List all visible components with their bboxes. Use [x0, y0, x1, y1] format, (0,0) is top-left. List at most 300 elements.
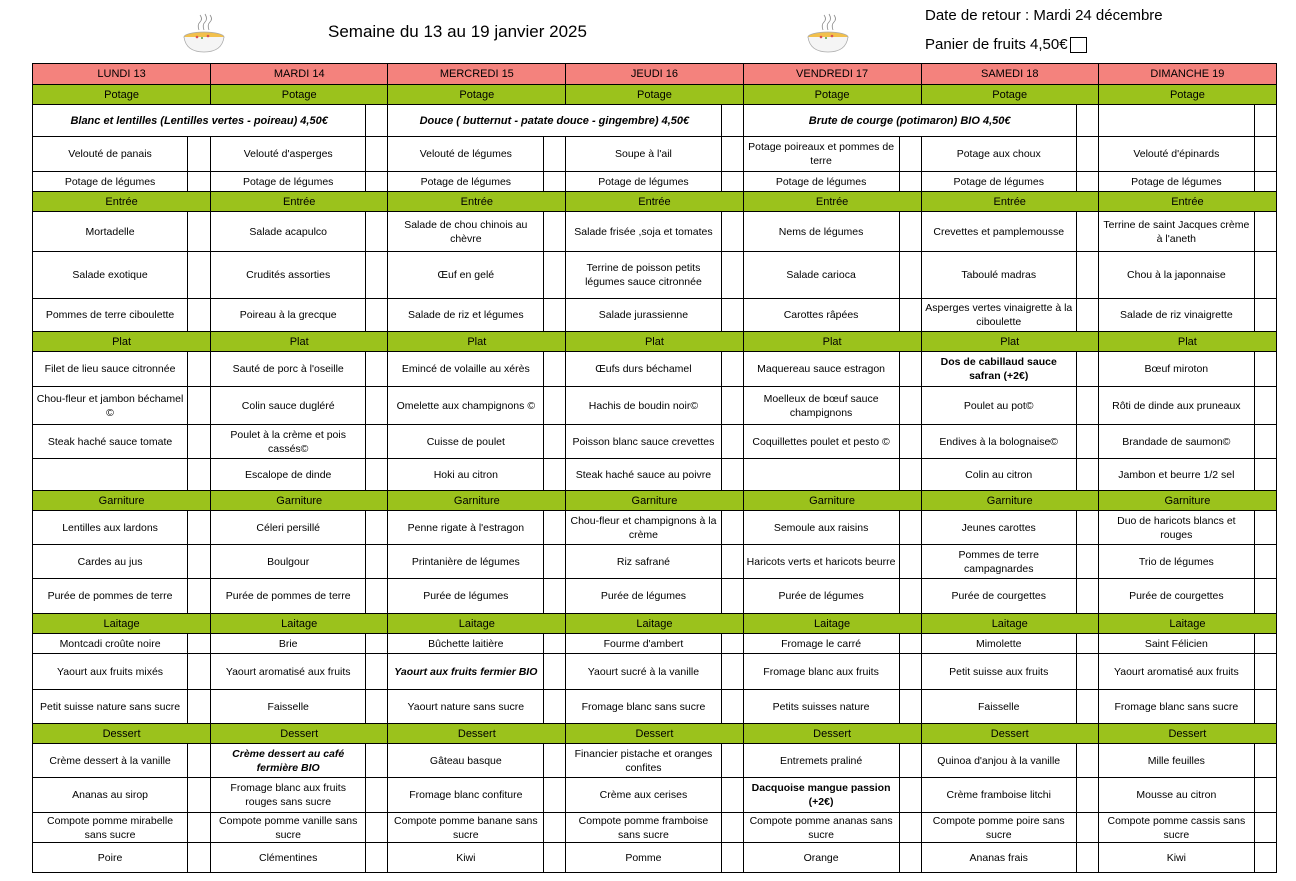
- note-cell: [899, 252, 921, 299]
- note-cell: [1076, 425, 1098, 459]
- note-cell: [721, 634, 743, 654]
- note-cell: [188, 511, 211, 545]
- note-cell: [1254, 172, 1276, 192]
- entree-item: Chou à la japonnaise: [1098, 252, 1254, 299]
- plat-section-label: Plat: [388, 332, 566, 352]
- dessert-item: Fromage blanc aux fruits rouges sans sucre: [211, 778, 366, 813]
- dessert-item: Pomme: [566, 843, 721, 873]
- note-cell: [366, 778, 388, 813]
- laitage-item: Brie: [211, 634, 366, 654]
- note-cell: [188, 212, 211, 252]
- note-cell: [366, 459, 388, 491]
- note-cell: [1076, 511, 1098, 545]
- plat-item: Escalope de dinde: [211, 459, 366, 491]
- note-cell: [721, 172, 743, 192]
- dessert-row: [33, 843, 1277, 873]
- potage-section-label: Potage: [566, 85, 743, 105]
- note-cell: [899, 843, 921, 873]
- entree-section-label: Entrée: [211, 192, 388, 212]
- plat-item: Dos de cabillaud sauce safran (+2€): [921, 352, 1076, 387]
- garniture-item: Lentilles aux lardons: [33, 511, 188, 545]
- potage-special-row: [33, 105, 1277, 137]
- note-cell: [899, 545, 921, 579]
- dessert-section-label: Dessert: [921, 724, 1098, 744]
- day-header-row: [33, 64, 1277, 85]
- plat-section-label: Plat: [1098, 332, 1276, 352]
- laitage-section-label: Laitage: [33, 614, 211, 634]
- garniture-item: Riz safrané: [566, 545, 721, 579]
- potage-item: Potage de légumes: [566, 172, 721, 192]
- note-cell: [899, 172, 921, 192]
- entree-item: Salade exotique: [33, 252, 188, 299]
- fruit-basket-label: Panier de fruits 4,50€: [925, 36, 1068, 53]
- note-cell: [366, 172, 388, 192]
- note-cell: [544, 459, 566, 491]
- note-cell: [366, 545, 388, 579]
- note-cell: [1254, 459, 1276, 491]
- potage-section-label: Potage: [743, 85, 921, 105]
- note-cell: [721, 545, 743, 579]
- note-cell: [544, 352, 566, 387]
- garniture-item: Boulgour: [211, 545, 366, 579]
- garniture-item: Jeunes carottes: [921, 511, 1076, 545]
- garniture-section-label: Garniture: [388, 491, 566, 511]
- note-cell: [544, 579, 566, 614]
- entree-item: Œuf en gelé: [388, 252, 544, 299]
- plat-row: [33, 425, 1277, 459]
- garniture-item: Duo de haricots blancs et rouges: [1098, 511, 1254, 545]
- plat-item: Omelette aux champignons ©: [388, 387, 544, 425]
- entree-section-label: Entrée: [388, 192, 566, 212]
- note-cell: [1076, 252, 1098, 299]
- note-cell: [899, 579, 921, 614]
- garniture-item: Semoule aux raisins: [743, 511, 899, 545]
- dessert-row: [33, 778, 1277, 813]
- potage-item: Velouté de légumes: [388, 137, 544, 172]
- dessert-row: [33, 813, 1277, 843]
- note-cell: [366, 299, 388, 332]
- laitage-item: Fromage blanc aux fruits: [743, 654, 899, 690]
- note-cell: [721, 744, 743, 778]
- plat-section-label: Plat: [33, 332, 211, 352]
- soup-bowl-icon: [805, 10, 851, 56]
- note-cell: [899, 813, 921, 843]
- note-cell: [1254, 212, 1276, 252]
- laitage-item: Montcadi croûte noire: [33, 634, 188, 654]
- note-cell: [544, 843, 566, 873]
- note-cell: [544, 172, 566, 192]
- note-cell: [1076, 744, 1098, 778]
- plat-item: Rôti de dinde aux pruneaux: [1098, 387, 1254, 425]
- potage-section-label: Potage: [1098, 85, 1276, 105]
- garniture-item: Cardes au jus: [33, 545, 188, 579]
- dessert-item: Gâteau basque: [388, 744, 544, 778]
- laitage-header-row: [33, 614, 1277, 634]
- dessert-section-label: Dessert: [211, 724, 388, 744]
- note-cell: [366, 212, 388, 252]
- entree-row: [33, 252, 1277, 299]
- garniture-item: Purée de légumes: [743, 579, 899, 614]
- dessert-item: Orange: [743, 843, 899, 873]
- note-cell: [1076, 690, 1098, 724]
- note-cell: [1076, 634, 1098, 654]
- fruit-basket-checkbox[interactable]: [1070, 37, 1087, 53]
- note-cell: [1254, 690, 1276, 724]
- dessert-header-row: [33, 724, 1277, 744]
- note-cell: [721, 105, 743, 137]
- garniture-item: Haricots verts et haricots beurre: [743, 545, 899, 579]
- plat-item: Bœuf miroton: [1098, 352, 1254, 387]
- note-cell: [544, 299, 566, 332]
- note-cell: [366, 387, 388, 425]
- dessert-section-label: Dessert: [566, 724, 743, 744]
- note-cell: [1254, 299, 1276, 332]
- note-cell: [188, 459, 211, 491]
- garniture-row: [33, 545, 1277, 579]
- laitage-item: Petit suisse nature sans sucre: [33, 690, 188, 724]
- week-title: Semaine du 13 au 19 janvier 2025: [328, 22, 587, 41]
- note-cell: [544, 634, 566, 654]
- note-cell: [188, 425, 211, 459]
- dessert-item: Dacquoise mangue passion (+2€): [743, 778, 899, 813]
- note-cell: [188, 813, 211, 843]
- entree-item: Mortadelle: [33, 212, 188, 252]
- plat-item: Chou-fleur et jambon béchamel ©: [33, 387, 188, 425]
- laitage-row: [33, 634, 1277, 654]
- note-cell: [188, 545, 211, 579]
- note-cell: [899, 778, 921, 813]
- laitage-section-label: Laitage: [743, 614, 921, 634]
- potage-special: Brute de courge (potimaron) BIO 4,50€: [743, 105, 1076, 137]
- dessert-item: Financier pistache et oranges confites: [566, 744, 721, 778]
- plat-item: Brandade de saumon©: [1098, 425, 1254, 459]
- note-cell: [1076, 579, 1098, 614]
- garniture-item: Printanière de légumes: [388, 545, 544, 579]
- laitage-section-label: Laitage: [211, 614, 388, 634]
- plat-item: Jambon et beurre 1/2 sel: [1098, 459, 1254, 491]
- note-cell: [544, 813, 566, 843]
- dessert-item: Crème dessert à la vanille: [33, 744, 188, 778]
- note-cell: [366, 511, 388, 545]
- note-cell: [1076, 387, 1098, 425]
- entree-item: Salade de chou chinois au chèvre: [388, 212, 544, 252]
- potage-item: Velouté de panais: [33, 137, 188, 172]
- note-cell: [188, 137, 211, 172]
- dessert-item: Compote pomme framboise sans sucre: [566, 813, 721, 843]
- note-cell: [721, 690, 743, 724]
- note-cell: [188, 634, 211, 654]
- plat-item: Coquillettes poulet et pesto ©: [743, 425, 899, 459]
- potage-item: Velouté d'asperges: [211, 137, 366, 172]
- dessert-item: Ananas frais: [921, 843, 1076, 873]
- note-cell: [1076, 778, 1098, 813]
- garniture-item: Purée de courgettes: [921, 579, 1076, 614]
- dessert-item: Crème framboise litchi: [921, 778, 1076, 813]
- plat-item: Steak haché sauce au poivre: [566, 459, 721, 491]
- note-cell: [544, 778, 566, 813]
- laitage-item: Petits suisses nature: [743, 690, 899, 724]
- note-cell: [188, 843, 211, 873]
- plat-row: [33, 459, 1277, 491]
- laitage-section-label: Laitage: [566, 614, 743, 634]
- note-cell: [188, 654, 211, 690]
- laitage-item: Yaourt aromatisé aux fruits: [211, 654, 366, 690]
- note-cell: [188, 579, 211, 614]
- dessert-section-label: Dessert: [743, 724, 921, 744]
- note-cell: [899, 690, 921, 724]
- dessert-item: Mille feuilles: [1098, 744, 1254, 778]
- note-cell: [1254, 634, 1276, 654]
- note-cell: [188, 387, 211, 425]
- note-cell: [1254, 105, 1276, 137]
- note-cell: [899, 425, 921, 459]
- plat-item: Poisson blanc sauce crevettes: [566, 425, 721, 459]
- entree-item: Terrine de saint Jacques crème à l'aneth: [1098, 212, 1254, 252]
- note-cell: [188, 172, 211, 192]
- laitage-item: Petit suisse aux fruits: [921, 654, 1076, 690]
- laitage-section-label: Laitage: [1098, 614, 1276, 634]
- note-cell: [188, 252, 211, 299]
- note-cell: [544, 137, 566, 172]
- note-cell: [1254, 579, 1276, 614]
- note-cell: [1254, 425, 1276, 459]
- dessert-item: Ananas au sirop: [33, 778, 188, 813]
- entree-item: Salade frisée ,soja et tomates: [566, 212, 721, 252]
- garniture-header-row: [33, 491, 1277, 511]
- note-cell: [544, 252, 566, 299]
- note-cell: [366, 744, 388, 778]
- note-cell: [366, 813, 388, 843]
- garniture-item: Chou-fleur et champignons à la crème: [566, 511, 721, 545]
- note-cell: [366, 252, 388, 299]
- laitage-item: Saint Félicien: [1098, 634, 1254, 654]
- plat-item: Poulet à la crème et pois cassés©: [211, 425, 366, 459]
- dessert-item: Compote pomme cassis sans sucre: [1098, 813, 1254, 843]
- plat-item: [33, 459, 188, 491]
- note-cell: [544, 690, 566, 724]
- note-cell: [366, 654, 388, 690]
- garniture-item: Trio de légumes: [1098, 545, 1254, 579]
- note-cell: [366, 579, 388, 614]
- plat-item: Colin sauce dugléré: [211, 387, 366, 425]
- note-cell: [721, 579, 743, 614]
- note-cell: [188, 778, 211, 813]
- laitage-item: Yaourt sucré à la vanille: [566, 654, 721, 690]
- note-cell: [721, 813, 743, 843]
- entree-item: Crudités assorties: [211, 252, 366, 299]
- plat-section-label: Plat: [211, 332, 388, 352]
- weekly-menu-table: [32, 63, 1277, 873]
- potage-item: Potage de légumes: [743, 172, 899, 192]
- entree-section-label: Entrée: [1098, 192, 1276, 212]
- day-header: SAMEDI 18: [921, 64, 1098, 85]
- day-header: JEUDI 16: [566, 64, 743, 85]
- plat-section-label: Plat: [921, 332, 1098, 352]
- note-cell: [899, 744, 921, 778]
- day-header: DIMANCHE 19: [1098, 64, 1276, 85]
- note-cell: [721, 352, 743, 387]
- laitage-section-label: Laitage: [388, 614, 566, 634]
- dessert-item: Quinoa d'anjou à la vanille: [921, 744, 1076, 778]
- note-cell: [1076, 172, 1098, 192]
- laitage-item: Mimolette: [921, 634, 1076, 654]
- garniture-item: Pommes de terre campagnardes: [921, 545, 1076, 579]
- plat-item: Steak haché sauce tomate: [33, 425, 188, 459]
- garniture-item: Purée de pommes de terre: [211, 579, 366, 614]
- note-cell: [1076, 813, 1098, 843]
- note-cell: [721, 511, 743, 545]
- dessert-item: Fromage blanc confiture: [388, 778, 544, 813]
- note-cell: [1254, 545, 1276, 579]
- dessert-item: Kiwi: [388, 843, 544, 873]
- garniture-item: Penne rigate à l'estragon: [388, 511, 544, 545]
- day-header: MARDI 14: [211, 64, 388, 85]
- entree-item: Asperges vertes vinaigrette à la ciboulette: [921, 299, 1076, 332]
- note-cell: [721, 778, 743, 813]
- note-cell: [188, 744, 211, 778]
- note-cell: [721, 459, 743, 491]
- return-date: Date de retour : Mardi 24 décembre: [925, 7, 1163, 24]
- laitage-item: Yaourt aux fruits fermier BIO: [388, 654, 544, 690]
- entree-item: Salade de riz et légumes: [388, 299, 544, 332]
- garniture-section-label: Garniture: [33, 491, 211, 511]
- day-header: MERCREDI 15: [388, 64, 566, 85]
- entree-item: Salade acapulco: [211, 212, 366, 252]
- note-cell: [899, 137, 921, 172]
- plat-item: Emincé de volaille au xérès: [388, 352, 544, 387]
- note-cell: [899, 387, 921, 425]
- dessert-item: Compote pomme ananas sans sucre: [743, 813, 899, 843]
- potage-row: [33, 137, 1277, 172]
- potage-special: Blanc et lentilles (Lentilles vertes - poireau) 4,50€: [33, 105, 366, 137]
- potage-item: Velouté d'épinards: [1098, 137, 1254, 172]
- fruit-basket-option: [925, 36, 1087, 53]
- note-cell: [899, 634, 921, 654]
- plat-item: [743, 459, 899, 491]
- dessert-item: Compote pomme vanille sans sucre: [211, 813, 366, 843]
- note-cell: [1076, 843, 1098, 873]
- note-cell: [366, 105, 388, 137]
- plat-row: [33, 387, 1277, 425]
- entree-item: Poireau à la grecque: [211, 299, 366, 332]
- laitage-row: [33, 654, 1277, 690]
- plat-item: Sauté de porc à l'oseille: [211, 352, 366, 387]
- potage-item: Potage poireaux et pommes de terre: [743, 137, 899, 172]
- potage-item: Potage de légumes: [388, 172, 544, 192]
- note-cell: [544, 425, 566, 459]
- entree-item: Salade jurassienne: [566, 299, 721, 332]
- note-cell: [1254, 387, 1276, 425]
- plat-item: Filet de lieu sauce citronnée: [33, 352, 188, 387]
- potage-special-empty: [1098, 105, 1254, 137]
- note-cell: [721, 252, 743, 299]
- note-cell: [721, 843, 743, 873]
- note-cell: [1076, 299, 1098, 332]
- dessert-item: Poire: [33, 843, 188, 873]
- note-cell: [899, 212, 921, 252]
- laitage-item: Fromage blanc sans sucre: [566, 690, 721, 724]
- garniture-section-label: Garniture: [743, 491, 921, 511]
- note-cell: [188, 690, 211, 724]
- note-cell: [1076, 137, 1098, 172]
- plat-header-row: [33, 332, 1277, 352]
- plat-item: Œufs durs béchamel: [566, 352, 721, 387]
- potage-section-label: Potage: [921, 85, 1098, 105]
- note-cell: [1254, 137, 1276, 172]
- note-cell: [899, 511, 921, 545]
- plat-item: Colin au citron: [921, 459, 1076, 491]
- garniture-item: Purée de pommes de terre: [33, 579, 188, 614]
- garniture-section-label: Garniture: [211, 491, 388, 511]
- laitage-item: Yaourt aromatisé aux fruits: [1098, 654, 1254, 690]
- garniture-item: Purée de légumes: [566, 579, 721, 614]
- entree-item: Terrine de poisson petits légumes sauce citronnée: [566, 252, 721, 299]
- note-cell: [721, 212, 743, 252]
- note-cell: [1076, 545, 1098, 579]
- garniture-section-label: Garniture: [566, 491, 743, 511]
- garniture-row: [33, 511, 1277, 545]
- note-cell: [899, 299, 921, 332]
- potage-section-label: Potage: [33, 85, 211, 105]
- potage-item: Potage de légumes: [1098, 172, 1254, 192]
- plat-item: Hachis de boudin noir©: [566, 387, 721, 425]
- note-cell: [721, 137, 743, 172]
- plat-item: Maquereau sauce estragon: [743, 352, 899, 387]
- laitage-item: Fromage blanc sans sucre: [1098, 690, 1254, 724]
- entree-item: Carottes râpées: [743, 299, 899, 332]
- note-cell: [1254, 813, 1276, 843]
- note-cell: [366, 843, 388, 873]
- laitage-item: Fromage le carré: [743, 634, 899, 654]
- entree-item: Nems de légumes: [743, 212, 899, 252]
- dessert-item: Crème aux cerises: [566, 778, 721, 813]
- entree-item: Salade carioca: [743, 252, 899, 299]
- note-cell: [899, 654, 921, 690]
- entree-item: Crevettes et pamplemousse: [921, 212, 1076, 252]
- note-cell: [1254, 744, 1276, 778]
- plat-item: Poulet au pot©: [921, 387, 1076, 425]
- entree-section-label: Entrée: [743, 192, 921, 212]
- note-cell: [366, 352, 388, 387]
- dessert-item: Mousse au citron: [1098, 778, 1254, 813]
- potage-special: Douce ( butternut - patate douce - gingembre) 4,50€: [388, 105, 721, 137]
- potage-item: Soupe à l'ail: [566, 137, 721, 172]
- dessert-section-label: Dessert: [1098, 724, 1276, 744]
- entree-row: [33, 212, 1277, 252]
- note-cell: [366, 690, 388, 724]
- plat-item: Moelleux de bœuf sauce champignons: [743, 387, 899, 425]
- plat-item: Hoki au citron: [388, 459, 544, 491]
- note-cell: [721, 299, 743, 332]
- entree-section-label: Entrée: [566, 192, 743, 212]
- entree-item: Salade de riz vinaigrette: [1098, 299, 1254, 332]
- entree-header-row: [33, 192, 1277, 212]
- plat-row: [33, 352, 1277, 387]
- note-cell: [544, 212, 566, 252]
- note-cell: [366, 634, 388, 654]
- potage-item: Potage de légumes: [921, 172, 1076, 192]
- potage-section-label: Potage: [388, 85, 566, 105]
- note-cell: [1254, 252, 1276, 299]
- note-cell: [188, 352, 211, 387]
- note-cell: [1076, 352, 1098, 387]
- dessert-section-label: Dessert: [388, 724, 566, 744]
- laitage-section-label: Laitage: [921, 614, 1098, 634]
- laitage-item: Faisselle: [211, 690, 366, 724]
- note-cell: [366, 137, 388, 172]
- day-header: LUNDI 13: [33, 64, 211, 85]
- note-cell: [544, 654, 566, 690]
